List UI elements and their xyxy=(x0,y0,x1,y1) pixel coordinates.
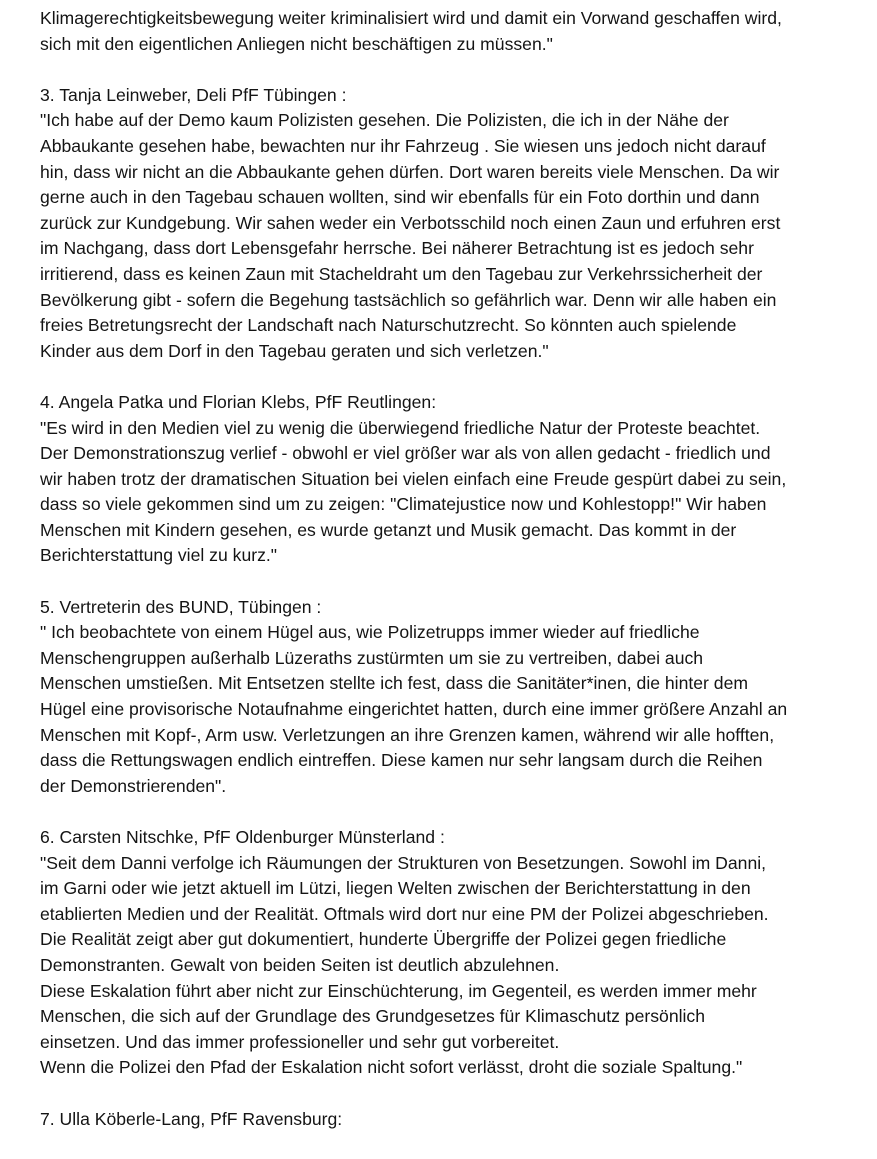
text-line: Kinder aus dem Dorf in den Tagebau geraten und sich verletzen." xyxy=(40,340,549,361)
text-line: "Es wird in den Medien viel zu wenig die überwiegend friedliche Natur der Proteste beachtet. xyxy=(40,417,761,438)
text-line: Klimagerechtigkeitsbewegung weiter kriminalisiert wird und damit ein Vorwand geschaffen wird, xyxy=(40,8,782,28)
statement-7 xyxy=(40,1107,870,1133)
text-line: Diese Eskalation führt aber nicht zur Einschüchterung, im Gegenteil, es werden immer mehr xyxy=(40,980,757,1001)
paragraph-gap xyxy=(40,57,870,83)
text-line: Der Demonstrationszug verlief - obwohl er viel größer war als von allen gedacht - friedlich und xyxy=(40,443,771,464)
statement-heading: 3. Tanja Leinweber, Deli PfF Tübingen : xyxy=(40,84,347,105)
text-line: Demonstranten. Gewalt von beiden Seiten ist deutlich abzulehnen. xyxy=(40,954,560,975)
intro-paragraph xyxy=(40,6,870,57)
text-line: Menschen, die sich auf der Grundlage des Grundgesetzes für Klimaschutz persönlich xyxy=(40,1006,706,1027)
text-line: im Nachgang, dass dort Lebensgefahr herrsche. Bei näherer Betrachtung ist es jedoch sehr xyxy=(40,238,754,259)
text-line: Menschen umstießen. Mit Entsetzen stellte ich fest, dass die Sanitäter*inen, die hinter dem xyxy=(40,673,749,694)
text-line: Menschen mit Kindern gesehen, es wurde getanzt und Musik gemacht. Das kommt in der xyxy=(40,519,737,540)
text-line: sich mit den eigentlichen Anliegen nicht beschäftigen zu müssen." xyxy=(40,33,553,54)
statement-4 xyxy=(40,390,870,569)
text-line: dass so viele gekommen sind um zu zeigen: "Climatejustice now und Kohlestopp!" Wir haben xyxy=(40,494,767,515)
paragraph-gap xyxy=(40,364,870,390)
text-line: Hügel eine provisorische Notaufnahme eingerichtet hatten, durch eine immer größere Anzahl an xyxy=(40,699,788,720)
statement-heading: 7. Ulla Köberle-Lang, PfF Ravensburg: xyxy=(40,1108,343,1129)
statement-5 xyxy=(40,595,870,800)
text-line: gerne auch in den Tagebau schauen wollten, sind wir ebenfalls für ein Foto dorthin und dann xyxy=(40,187,760,208)
document-body xyxy=(40,6,870,1132)
text-line: Abbaukante gesehen habe, bewachten nur ihr Fahrzeug . Sie wiesen uns jedoch nicht darauf xyxy=(40,135,766,156)
text-line: "Seit dem Danni verfolge ich Räumungen der Strukturen von Besetzungen. Sowohl im Danni, xyxy=(40,852,767,873)
text-line: irritierend, dass es keinen Zaun mit Stacheldraht um den Tagebau zur Verkehrssicherheit der xyxy=(40,263,763,284)
text-line: Berichterstattung viel zu kurz." xyxy=(40,545,278,566)
text-line: "Ich habe auf der Demo kaum Polizisten gesehen. Die Polizisten, die ich in der Nähe der xyxy=(40,110,729,131)
text-line: Bevölkerung gibt - sofern die Begehung tastsächlich so gefährlich war. Denn wir alle haben ein xyxy=(40,289,777,310)
text-line: dass die Rettungswagen endlich eintreffen. Diese kamen nur sehr langsam durch die Reihen xyxy=(40,750,763,771)
text-line: im Garni oder wie jetzt aktuell im Lützi, liegen Welten zwischen der Berichterstattung in den xyxy=(40,878,751,899)
statement-heading: 5. Vertreterin des BUND, Tübingen : xyxy=(40,596,322,617)
text-line: einsetzen. Und das immer professioneller und sehr gut vorbereitet. xyxy=(40,1031,560,1052)
text-line: Die Realität zeigt aber gut dokumentiert, hunderte Übergriffe der Polizei gegen friedliche xyxy=(40,929,727,950)
statement-heading: 4. Angela Patka und Florian Klebs, PfF Reutlingen: xyxy=(40,391,437,412)
text-line: Menschen mit Kopf-, Arm usw. Verletzungen an ihre Grenzen kamen, während wir alle hofften, xyxy=(40,724,775,745)
text-line: Menschengruppen außerhalb Lüzeraths zustürmten um sie zu vertreiben, dabei auch xyxy=(40,647,704,668)
statement-6 xyxy=(40,825,870,1081)
text-line: freies Betretungsrecht der Landschaft nach Naturschutzrecht. So könnten auch spielende xyxy=(40,315,737,336)
text-line: der Demonstrierenden". xyxy=(40,775,227,796)
statement-heading: 6. Carsten Nitschke, PfF Oldenburger Münsterland : xyxy=(40,827,445,847)
statement-3 xyxy=(40,83,870,365)
text-line: Wenn die Polizei den Pfad der Eskalation nicht sofort verlässt, droht die soziale Spaltung." xyxy=(40,1057,743,1078)
text-line: " Ich beobachtete von einem Hügel aus, wie Polizetrupps immer wieder auf friedliche xyxy=(40,622,700,643)
paragraph-gap xyxy=(40,799,870,825)
text-line: wir haben trotz der dramatischen Situation bei vielen einfach eine Freude gespürt dabei zu sein, xyxy=(40,468,787,489)
text-line: etablierten Medien und der Realität. Oftmals wird dort nur eine PM der Polizei abgeschrieben. xyxy=(40,903,769,924)
paragraph-gap xyxy=(40,1081,870,1107)
paragraph-gap xyxy=(40,569,870,595)
text-line: zurück zur Kundgebung. Wir sahen weder ein Verbotsschild noch einen Zaun und erfuhren erst xyxy=(40,212,781,233)
text-line: hin, dass wir nicht an die Abbaukante gehen dürfen. Dort waren bereits viele Menschen. Da wir xyxy=(40,161,780,182)
